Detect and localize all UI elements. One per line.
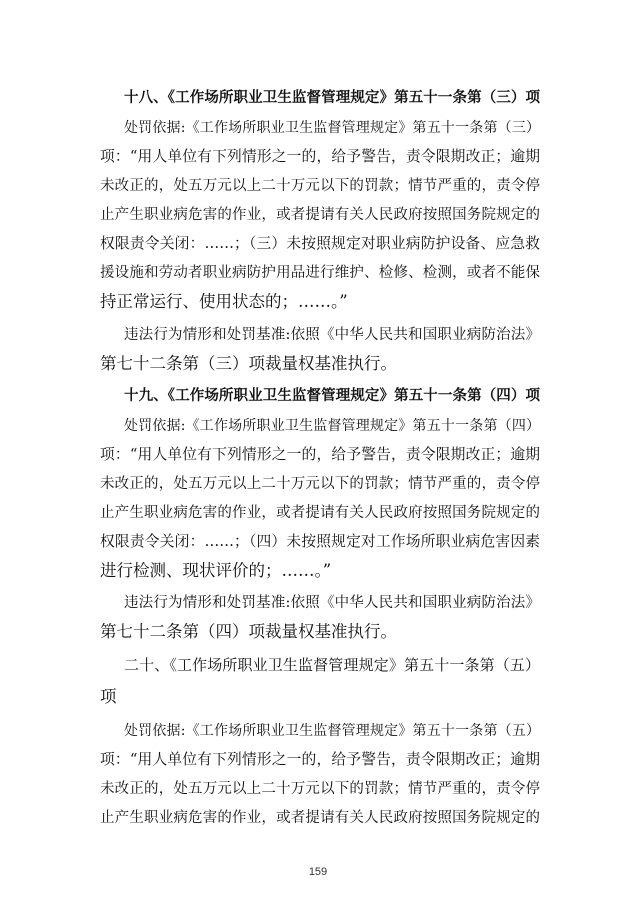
section-20-basis-line: 未改正的，处五万元以上二十万元以下的罚款；情节严重的，责令停 — [100, 781, 540, 797]
section-20-basis-line: 止产生职业病危害的作业，或者提请有关人民政府按照国务院规定的 — [100, 810, 540, 826]
section-18-standard-line: 第七十二条第（三）项裁量权基准执行。 — [100, 354, 397, 373]
section-19-basis-line: 未改正的，处五万元以上二十万元以下的罚款；情节严重的，责令停 — [100, 476, 540, 492]
section-19-title: 十九、《工作场所职业卫生监督管理规定》第五十一条第（四）项 — [124, 387, 540, 404]
section-18-basis-line: 项：“用人单位有下列情形之一的，给予警告，责令限期改正；逾期 — [100, 148, 540, 165]
section-20-title: 项 — [100, 687, 117, 706]
section-20-title: 二十、《工作场所职业卫生监督管理规定》第五十一条第（五） — [124, 656, 540, 674]
section-18-basis-line: 未改正的，处五万元以上二十万元以下的罚款；情节严重的，责令停 — [100, 178, 540, 194]
section-19-basis-line: 进行检测、现状评价的；……。” — [100, 561, 332, 580]
section-19-basis-line: 止产生职业病危害的作业，或者提请有关人民政府按照国务院规定的 — [100, 505, 540, 521]
section-18-standard-line: 违法行为情形和处罚基准:依照《中华人民共和国职业病防治法》 — [124, 327, 540, 343]
section-18-basis-line: 处罚依据:《工作场所职业卫生监督管理规定》第五十一条第（三） — [124, 120, 540, 136]
section-19-standard-line: 第七十二条第（四）项裁量权基准执行。 — [100, 622, 397, 641]
section-19-basis-line: 权限责令关闭：……；（四）未按照规定对工作场所职业病危害因素 — [100, 533, 540, 550]
section-18-title: 十八、《工作场所职业卫生监督管理规定》第五十一条第（三）项 — [124, 89, 540, 106]
section-18-basis-line: 援设施和劳动者职业病防护用品进行维护、检修、检测，或者不能保 — [100, 265, 540, 281]
section-19-basis-line: 处罚依据:《工作场所职业卫生监督管理规定》第五十一条第（四） — [124, 418, 540, 434]
section-20-basis-line: 项：“用人单位有下列情形之一的，给予警告，责令限期改正；逾期 — [100, 751, 540, 768]
section-19-basis-line: 项：“用人单位有下列情形之一的，给予警告，责令限期改正；逾期 — [100, 446, 540, 463]
section-18-basis-line: 权限责令关闭：……；（三）未按照规定对职业病防护设备、应急救 — [100, 235, 540, 252]
section-18-basis-line: 止产生职业病危害的作业，或者提请有关人民政府按照国务院规定的 — [100, 207, 540, 223]
section-18-basis-line: 持正常运行、使用状态的；……。” — [100, 292, 348, 311]
section-20-basis-line: 处罚依据:《工作场所职业卫生监督管理规定》第五十一条第（五） — [124, 723, 540, 739]
page-number: 159 — [308, 866, 328, 878]
section-19-standard-line: 违法行为情形和处罚基准:依照《中华人民共和国职业病防治法》 — [124, 595, 540, 611]
